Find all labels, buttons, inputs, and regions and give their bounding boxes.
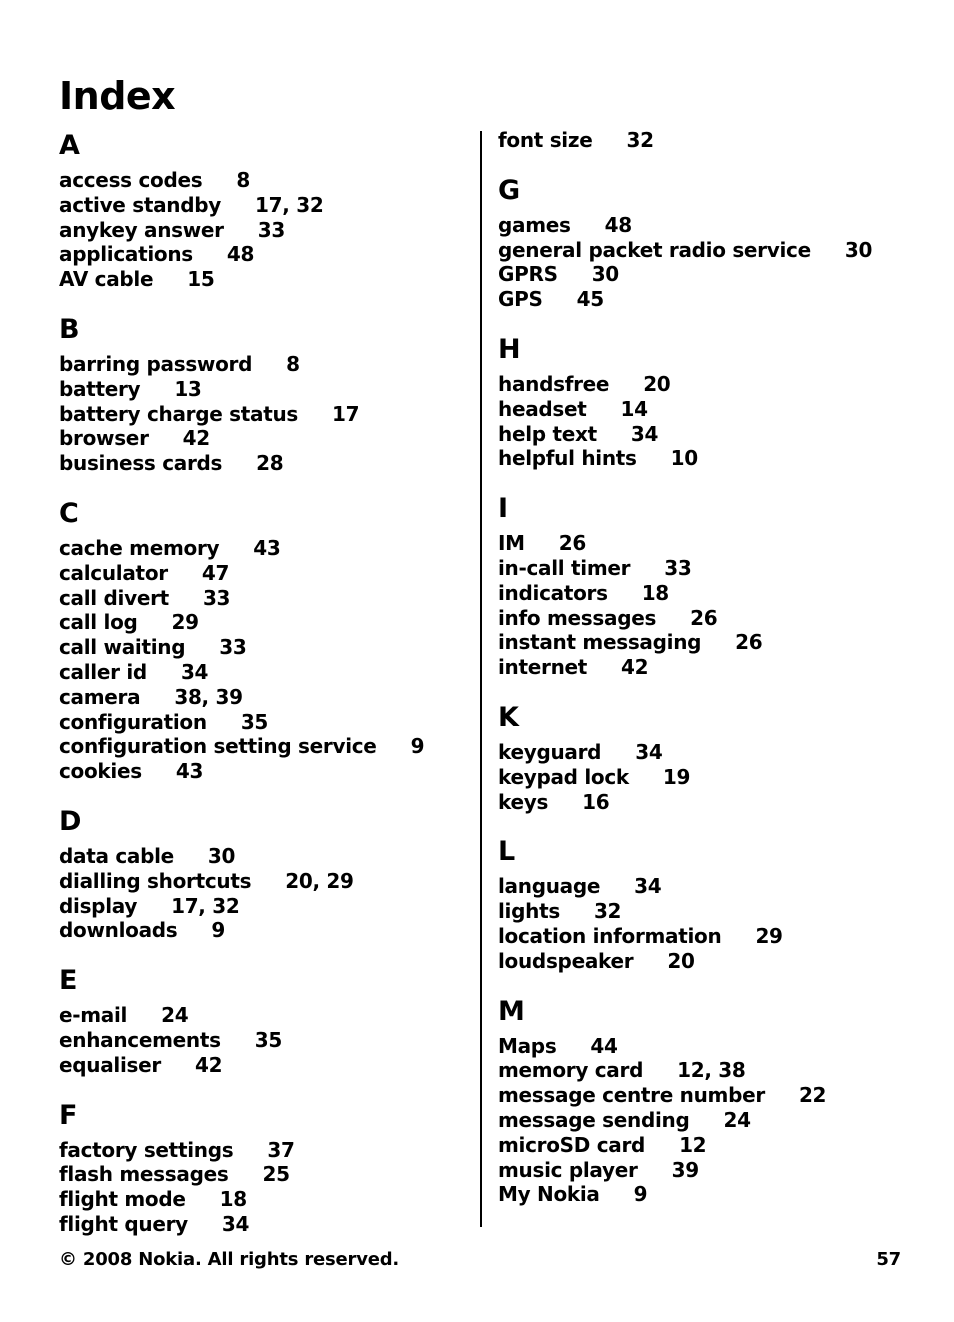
index-entry xyxy=(498,1133,918,1158)
entry-term: flight mode xyxy=(59,1187,186,1212)
entry-term: flash messages xyxy=(59,1162,229,1187)
section-letter: C xyxy=(59,497,79,529)
entry-pages: 33 xyxy=(257,217,285,242)
section-letter: F xyxy=(59,1099,78,1131)
entry-term: GPRS xyxy=(498,262,558,287)
index-entry xyxy=(59,1053,469,1078)
entry-pages: 10 xyxy=(670,446,698,471)
page-title: Index xyxy=(59,74,176,118)
entry-term: music player xyxy=(498,1157,638,1182)
entry-term: keys xyxy=(498,789,549,814)
index-entry xyxy=(59,451,469,476)
entry-term: camera xyxy=(59,684,141,709)
index-section xyxy=(498,491,918,680)
entry-term: calculator xyxy=(59,560,168,585)
index-entry xyxy=(498,422,918,447)
entry-term: instant messaging xyxy=(498,630,702,655)
entry-pages: 18 xyxy=(219,1187,247,1212)
entry-pages: 15 xyxy=(187,267,215,292)
entry-pages: 9 xyxy=(410,734,425,759)
section-letter: G xyxy=(498,174,521,206)
entry-pages: 33 xyxy=(202,585,231,610)
entry-term: handsfree xyxy=(498,371,610,396)
entry-pages: 48 xyxy=(604,212,632,237)
index-entry xyxy=(498,372,918,397)
index-section xyxy=(59,1098,469,1237)
entry-term: display xyxy=(59,893,138,918)
entry-pages: 8 xyxy=(236,168,250,192)
index-entry xyxy=(498,287,918,312)
section-letter: A xyxy=(59,130,80,161)
entry-pages: 43 xyxy=(175,759,204,784)
index-entry xyxy=(59,536,469,561)
index-entry xyxy=(59,218,469,243)
index-entry xyxy=(59,894,469,919)
entry-pages: 30 xyxy=(591,262,619,287)
entry-pages: 43 xyxy=(253,535,281,560)
entry-pages: 16 xyxy=(582,789,610,814)
index-entry xyxy=(498,740,918,765)
entry-term: in-call timer xyxy=(498,555,631,580)
entry-pages: 24 xyxy=(723,1107,751,1132)
index-entry xyxy=(498,949,918,974)
entry-pages: 20 xyxy=(667,948,695,973)
entry-pages: 8 xyxy=(286,351,300,376)
entry-term: message centre number xyxy=(498,1083,765,1108)
entry-term: enhancements xyxy=(59,1027,221,1052)
entry-pages: 12, 38 xyxy=(677,1058,746,1083)
entry-term: access codes xyxy=(59,168,203,192)
index-section xyxy=(59,963,469,1077)
entry-pages: 34 xyxy=(221,1211,250,1236)
entry-term: headset xyxy=(498,396,587,421)
index-entry xyxy=(59,844,469,869)
index-entry xyxy=(498,1158,918,1183)
index-entry xyxy=(498,874,918,899)
index-entry xyxy=(498,556,918,581)
index-entry xyxy=(59,352,469,377)
index-entry xyxy=(498,238,918,263)
index-entry xyxy=(498,1034,918,1059)
entry-pages: 30 xyxy=(207,843,236,868)
entry-term: business cards xyxy=(59,451,223,476)
entry-term: configuration xyxy=(59,709,207,734)
index-column-left xyxy=(59,128,469,1237)
entry-term: battery xyxy=(59,376,141,401)
column-divider xyxy=(480,131,482,1227)
entry-term: applications xyxy=(59,242,193,267)
entry-pages: 34 xyxy=(180,659,209,684)
entry-term: dialling shortcuts xyxy=(59,868,252,893)
index-section xyxy=(498,128,918,153)
entry-pages: 33 xyxy=(664,555,692,580)
index-entry xyxy=(59,1138,469,1163)
entry-term: IM xyxy=(498,531,525,556)
entry-term: factory settings xyxy=(59,1137,234,1162)
index-entry xyxy=(59,918,469,943)
entry-pages: 18 xyxy=(641,580,669,605)
entry-pages: 47 xyxy=(201,560,230,585)
entry-term: configuration setting service xyxy=(59,734,377,759)
section-letter: D xyxy=(59,805,82,837)
entry-term: helpful hints xyxy=(498,446,637,471)
index-entry xyxy=(59,1212,469,1237)
index-entry xyxy=(498,606,918,631)
entry-term: e-mail xyxy=(59,1003,128,1028)
entry-term: GPS xyxy=(498,287,543,312)
entry-term: equaliser xyxy=(59,1052,161,1077)
section-letter: B xyxy=(59,313,80,345)
index-entry xyxy=(498,213,918,238)
copyright-notice: © 2008 Nokia. All rights reserved. xyxy=(59,1249,400,1270)
index-entry xyxy=(498,446,918,471)
entry-pages: 22 xyxy=(798,1083,827,1108)
index-entry xyxy=(59,561,469,586)
index-entry xyxy=(59,402,469,427)
entry-term: My Nokia xyxy=(498,1182,600,1207)
section-letter: H xyxy=(498,333,521,365)
entry-pages: 25 xyxy=(262,1162,290,1187)
entry-term: call waiting xyxy=(59,635,186,660)
entry-pages: 20 xyxy=(643,371,671,396)
entry-pages: 32 xyxy=(626,128,654,152)
index-section xyxy=(59,496,469,784)
entry-term: anykey answer xyxy=(59,217,224,242)
entry-term: active standby xyxy=(59,192,222,217)
entry-pages: 30 xyxy=(844,237,873,262)
entry-term: lights xyxy=(498,899,560,924)
index-entry xyxy=(59,1028,469,1053)
entry-pages: 24 xyxy=(161,1003,189,1028)
section-letter: I xyxy=(498,493,509,525)
entry-pages: 17, 32 xyxy=(255,192,324,217)
entry-term: message sending xyxy=(498,1107,690,1132)
entry-pages: 34 xyxy=(635,739,663,764)
index-entry xyxy=(59,193,469,218)
index-entry xyxy=(498,128,918,153)
index-entry xyxy=(59,168,469,193)
entry-pages: 9 xyxy=(633,1182,648,1207)
index-entry xyxy=(498,531,918,556)
entry-pages: 42 xyxy=(182,426,210,451)
entry-term: internet xyxy=(498,655,588,680)
index-entry xyxy=(498,397,918,422)
index-entry xyxy=(498,1108,918,1133)
entry-pages: 12 xyxy=(679,1132,707,1157)
entry-term: location information xyxy=(498,923,722,948)
entry-term: keypad lock xyxy=(498,764,629,789)
entry-pages: 35 xyxy=(240,709,269,734)
entry-term: help text xyxy=(498,421,597,446)
entry-term: indicators xyxy=(498,580,608,605)
index-entry xyxy=(498,899,918,924)
index-entry xyxy=(59,710,469,735)
index-section xyxy=(498,834,918,973)
entry-pages: 44 xyxy=(590,1033,618,1058)
entry-pages: 9 xyxy=(211,918,226,943)
entry-term: cache memory xyxy=(59,535,220,560)
entry-pages: 26 xyxy=(558,531,586,556)
index-entry xyxy=(59,1162,469,1187)
index-section xyxy=(498,700,918,814)
section-letter: L xyxy=(498,836,516,868)
index-entry xyxy=(59,635,469,660)
entry-term: Maps xyxy=(498,1033,557,1058)
index-entry xyxy=(59,267,469,292)
entry-term: cookies xyxy=(59,759,142,784)
entry-term: caller id xyxy=(59,659,147,684)
index-entry xyxy=(59,685,469,710)
index-entry xyxy=(498,581,918,606)
index-section xyxy=(498,332,918,471)
index-entry xyxy=(59,1003,469,1028)
index-entry xyxy=(59,426,469,451)
entry-term: info messages xyxy=(498,605,657,630)
entry-term: downloads xyxy=(59,918,178,943)
index-entry xyxy=(498,1182,918,1207)
index-entry xyxy=(498,630,918,655)
entry-pages: 42 xyxy=(621,655,649,680)
index-entry xyxy=(498,790,918,815)
entry-term: call divert xyxy=(59,585,169,610)
entry-pages: 32 xyxy=(593,899,622,924)
entry-pages: 19 xyxy=(662,764,691,789)
index-section xyxy=(59,128,469,292)
index-column-right xyxy=(498,128,918,1207)
entry-pages: 13 xyxy=(174,376,202,401)
entry-term: general packet radio service xyxy=(498,237,811,262)
entry-pages: 17, 32 xyxy=(171,893,240,918)
index-section xyxy=(59,312,469,476)
entry-pages: 34 xyxy=(630,421,659,446)
index-entry xyxy=(59,759,469,784)
page-number: 57 xyxy=(876,1249,901,1270)
entry-term: call log xyxy=(59,610,138,635)
entry-pages: 38, 39 xyxy=(174,684,243,709)
index-entry xyxy=(498,924,918,949)
entry-term: flight query xyxy=(59,1211,188,1236)
entry-pages: 39 xyxy=(671,1157,699,1182)
entry-term: microSD card xyxy=(498,1132,646,1157)
index-entry xyxy=(59,734,469,759)
index-entry xyxy=(59,869,469,894)
entry-pages: 35 xyxy=(254,1027,282,1052)
entry-term: language xyxy=(498,874,601,899)
entry-term: games xyxy=(498,212,571,237)
entry-pages: 29 xyxy=(755,923,783,948)
entry-term: memory card xyxy=(498,1058,644,1083)
index-entry xyxy=(498,765,918,790)
entry-term: battery charge status xyxy=(59,401,299,426)
entry-pages: 28 xyxy=(256,451,284,476)
entry-pages: 48 xyxy=(226,242,255,267)
index-section xyxy=(59,804,469,943)
entry-pages: 20, 29 xyxy=(285,868,354,893)
index-entry xyxy=(498,655,918,680)
entry-pages: 17 xyxy=(332,401,360,426)
index-entry xyxy=(59,660,469,685)
index-entry xyxy=(498,1058,918,1083)
index-section xyxy=(498,173,918,312)
section-letter: E xyxy=(59,965,78,997)
index-entry xyxy=(59,1187,469,1212)
entry-term: loudspeaker xyxy=(498,948,634,973)
entry-pages: 42 xyxy=(194,1052,223,1077)
entry-term: browser xyxy=(59,426,149,451)
index-entry xyxy=(59,242,469,267)
entry-term: data cable xyxy=(59,843,174,868)
entry-pages: 29 xyxy=(171,610,199,635)
entry-pages: 26 xyxy=(735,630,763,655)
index-entry xyxy=(59,377,469,402)
index-entry xyxy=(59,610,469,635)
entry-pages: 14 xyxy=(620,396,648,421)
entry-term: barring password xyxy=(59,351,253,376)
entry-pages: 45 xyxy=(576,287,604,312)
entry-term: font size xyxy=(498,128,593,152)
entry-term: keyguard xyxy=(498,739,602,764)
section-letter: M xyxy=(498,995,525,1027)
index-section xyxy=(498,994,918,1208)
entry-pages: 26 xyxy=(690,605,718,630)
index-entry xyxy=(498,262,918,287)
index-entry xyxy=(498,1083,918,1108)
index-entry xyxy=(59,586,469,611)
entry-term: AV cable xyxy=(59,267,154,292)
entry-pages: 34 xyxy=(634,874,662,899)
entry-pages: 37 xyxy=(267,1137,295,1162)
entry-pages: 33 xyxy=(219,635,247,660)
section-letter: K xyxy=(498,701,519,733)
